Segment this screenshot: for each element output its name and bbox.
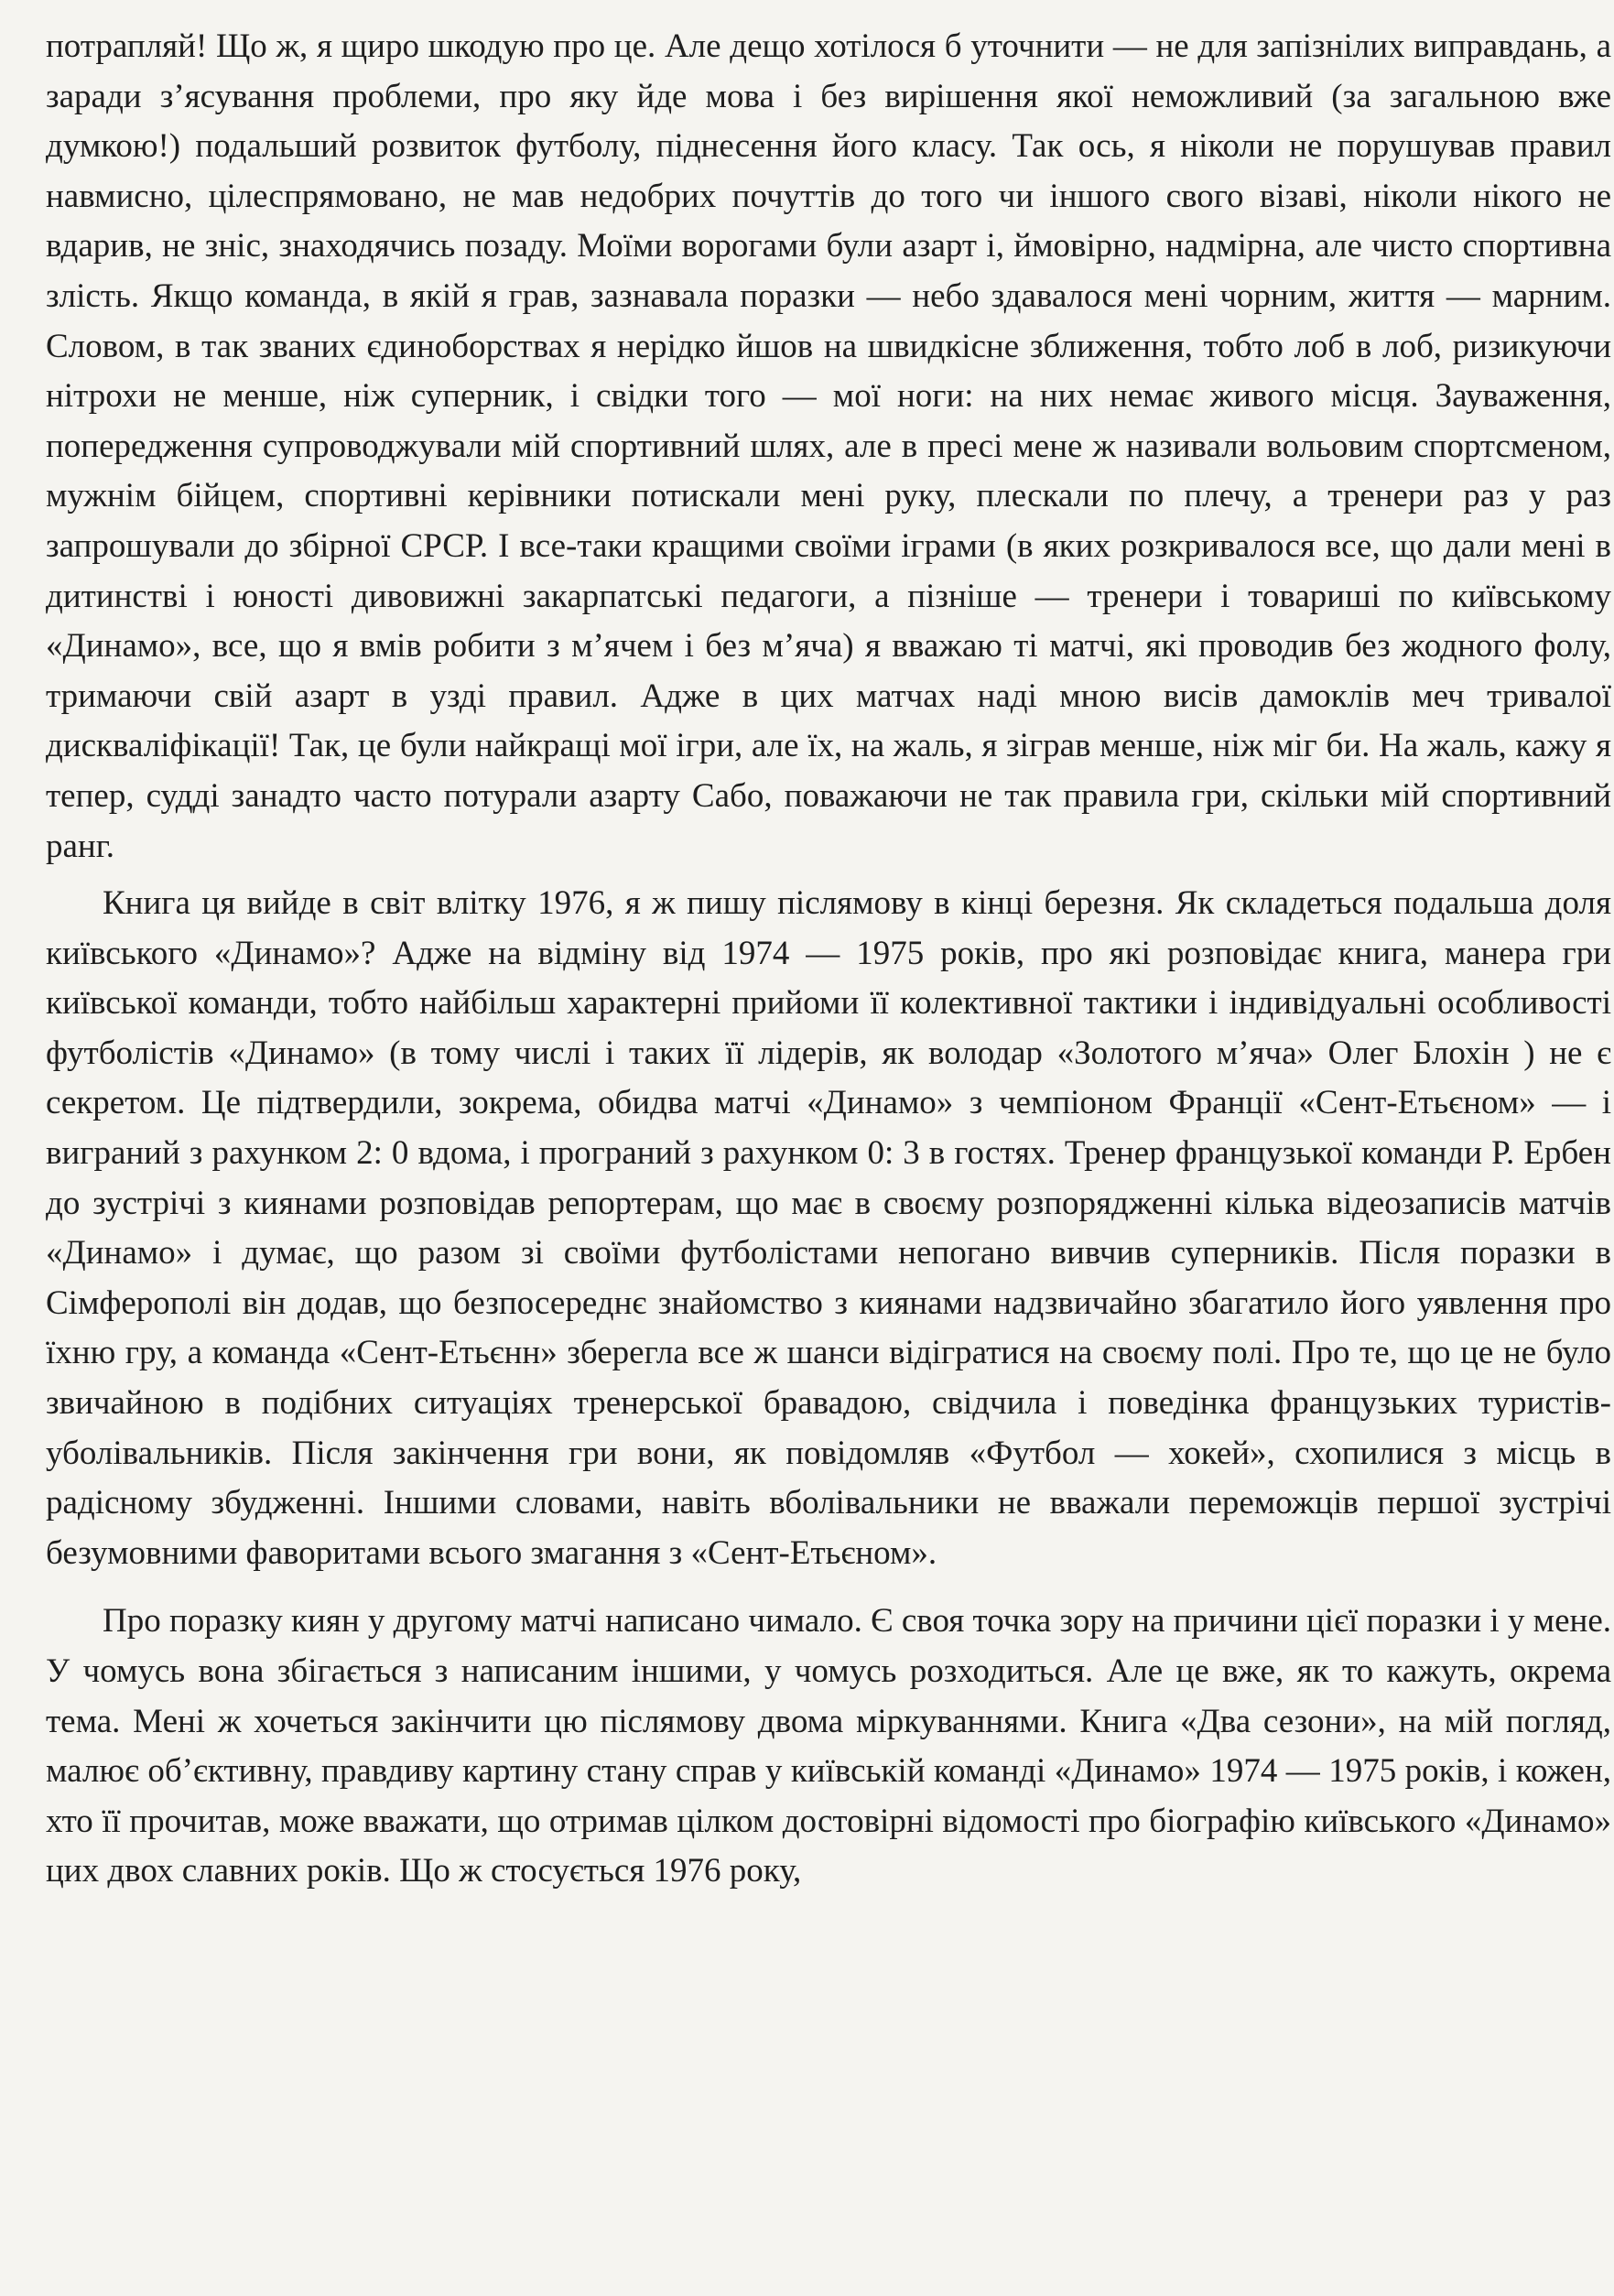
paragraph-2: Книга ця вийде в світ влітку 1976, я ж пишу післямову в кінці березня. Як складеться подальша доля київського «Динамо»? Адже на відміну від 1974 — 1975 років, про які розповідає книга, манера гри київської команди, тобто найбільш характерні прийоми її колективної тактики і індивідуальні особливості футболістів «Динамо» (в тому числі і таких її лідерів, як володар «Золотого м’яча» Олег Блохін ) не є секретом. Це підтвердили, зокрема, обидва матчі «Динамо» з чемпіоном Франції «Сент-Етьєном» — і виграний з рахунком 2: 0 вдома, і програний з рахунком 0: 3 в гостях. Тренер французької команди Р. Ербен до зустрічі з киянами розповідав репортерам, що має в своєму розпорядженні кілька відеозаписів матчів «Динамо» і думає, що разом зі своїми футболістами непогано вивчив суперників. Після поразки в Сімферополі він додав, що безпосереднє знайомство з киянами надзвичайно збагатило його уявлення про їхню гру, а команда «Сент-Етьєнн» зберегла все ж шанси відігратися на своєму полі. Про те, що це не було звичайною в подібних ситуаціях тренерської бравадою, свідчила і поведінка французьких туристів-уболівальників. Після закінчення гри вони, як повідомляв «Футбол — хокей», схопилися з місць в радісному збудженні. Іншими словами, навіть вболівальники не вважали переможців першої зустрічі безумовними фаворитами всього змагання з «Сент-Етьєном». xyxy=(46,884,1611,1572)
page-text xyxy=(46,22,1611,1897)
paragraph-3: Про поразку киян у другому матчі написано чимало. Є своя точка зору на причини цієї поразки і у мене. У чомусь вона збігається з написаним іншими, у чомусь розходиться. Але це вже, як то кажуть, окрема тема. Мені ж хочеться закінчити цю післямову двома міркуваннями. Книга «Два сезони», на мій погляд, малює об’єктивну, правдиву картину стану справ у київській команді «Динамо» 1974 — 1975 років, і кожен, хто її прочитав, може вважати, що отримав цілком достовірні відомості про біографію київського «Динамо» цих двох славних років. Що ж стосується 1976 року, xyxy=(46,1602,1611,1890)
paragraph-1: потрапляй! Що ж, я щиро шкодую про це. Але дещо хотілося б уточнити — не для запізнілих виправдань, а заради з’ясування проблеми, про яку йде мова і без вирішення якої неможливий (за загальною вже думкою!) подальший розвиток футболу, піднесення його класу. Так ось, я ніколи не порушував правил навмисно, цілеспрямовано, не мав недобрих почуттів до того чи іншого свого візаві, ніколи нікого не вдарив, не зніс, знаходячись позаду. Моїми ворогами були азарт і, ймовірно, надмірна, але чисто спортивна злість. Якщо команда, в якій я грав, зазнавала поразки — небо здавалося мені чорним, життя — марним. Словом, в так званих єдиноборствах я нерідко йшов на швидкісне зближення, тобто лоб в лоб, ризикуючи нітрохи не менше, ніж суперник, і свідки того — мої ноги: на них немає живого місця. Зауваження, попередження супроводжували мій спортивний шлях, але в пресі мене ж називали вольовим спортсменом, мужнім бійцем, спортивні керівники потискали мені руку, плескали по плечу, а тренери раз у раз запрошували до збірної СРСР. І все-таки кращими своїми іграми (в яких розкривалося все, що дали мені в дитинстві і юності дивовижні закарпатські педагоги, а пізніше — тренери і товариші по київському «Динамо», все, що я вмів робити з м’ячем і без м’яча) я вважаю ті матчі, які проводив без жодного фолу, тримаючи свій азарт в узді правил. Адже в цих матчах наді мною висів дамоклів меч тривалої дискваліфікації! Так, це були найкращі мої ігри, але їх, на жаль, я зіграв менше, ніж міг би. На жаль, кажу я тепер, судді занадто часто потурали азарту Сабо, поважаючи не так правила гри, скільки мій спортивний ранг. xyxy=(46,27,1611,865)
